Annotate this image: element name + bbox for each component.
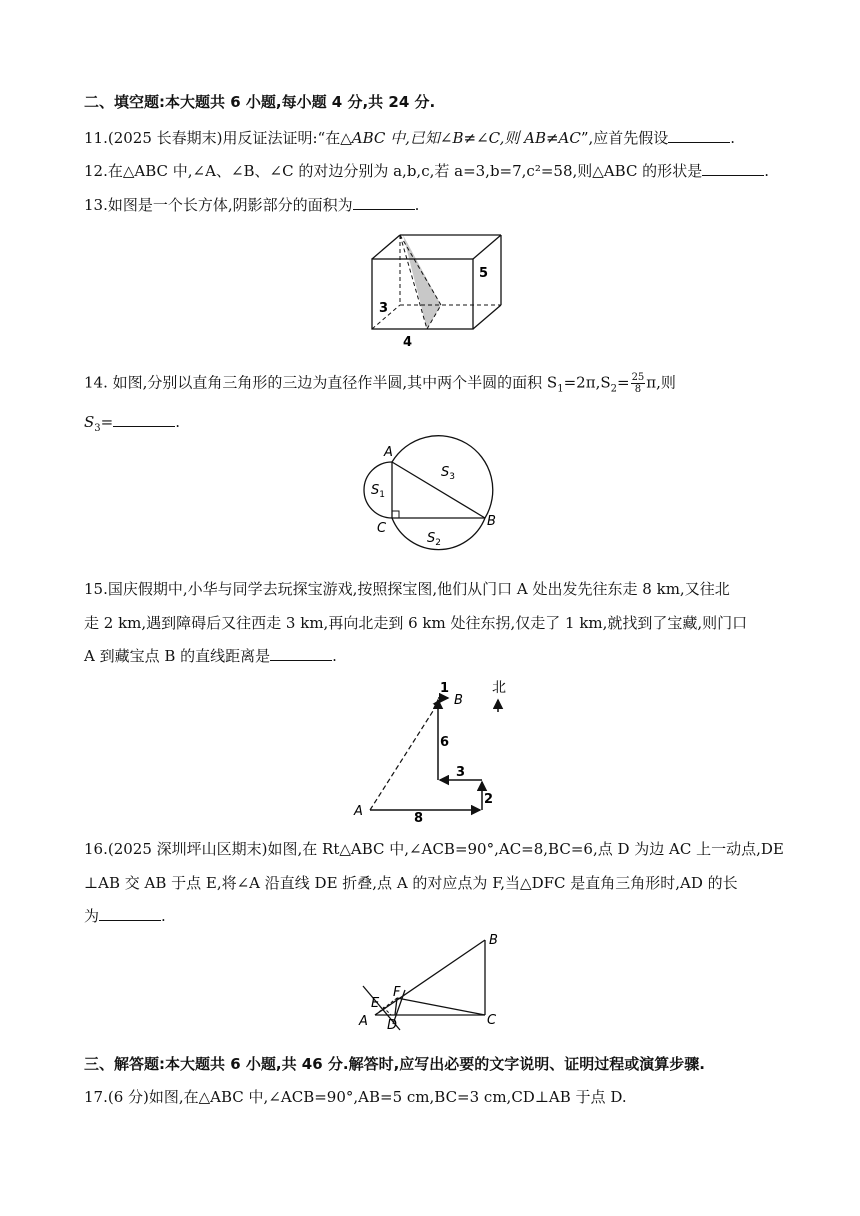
label-f: F (393, 985, 401, 1000)
label-height: 5 (479, 266, 489, 281)
semicircles-figure (355, 430, 515, 570)
label-point-b: B (454, 693, 463, 708)
question-16-line-3: 为 . (84, 907, 166, 925)
question-16-line-1: 16.(2025 深圳坪山区期末)如图,在 Rt△ABC 中,∠ACB=90°,AC=8,BC=6,点 D 为边 AC 上一动点,DE (84, 840, 784, 858)
answer-blank-12[interactable] (702, 161, 764, 176)
fraction-25-8: $\frac{25}{8}$ (631, 372, 645, 395)
cuboid-figure (355, 225, 505, 350)
label-segment-1: 1 (440, 681, 450, 696)
section-3-title: 三、解答题:本大题共 6 小题,共 46 分.解答时,应写出必要的文字说明、证明过程或演算步骤. (84, 1055, 705, 1073)
label-b: B (487, 514, 496, 529)
label-depth: 3 (379, 301, 389, 316)
section-2-title: 二、填空题:本大题共 6 小题,每小题 4 分,共 24 分. (84, 93, 436, 111)
label-e: E (371, 996, 380, 1011)
question-15-line-1: 15.国庆假期中,小华与同学去玩探宝游戏,按照探宝图,他们从门口 A 处出发先往东走 8 km,又往北 (84, 580, 730, 598)
question-16-line-2: ⊥AB 交 AB 于点 E,将∠A 沿直线 DE 折叠,点 A 的对应点为 F,当△DFC 是直角三角形时,AD 的长 (84, 874, 738, 892)
answer-blank-15[interactable] (270, 646, 332, 661)
label-segment-6: 6 (440, 735, 450, 750)
label-a: A (384, 445, 393, 460)
label-s3: $S_3$ (441, 465, 455, 482)
label-segment-2: 2 (484, 792, 494, 807)
label-d: D (387, 1018, 398, 1033)
label-s2: $S_2$ (427, 531, 441, 548)
label-b: B (489, 933, 498, 948)
question-11: 11.(2025 长春期末)用反证法证明:“在△ABC 中,已知∠B≠∠C,则 AB≠AC”,应首先假设 . (84, 129, 736, 147)
treasure-map-figure (350, 672, 525, 822)
question-12: 12.在△ABC 中,∠A、∠B、∠C 的对边分别为 a,b,c,若 a=3,b=7,c²=58,则△ABC 的形状是 . (84, 162, 769, 180)
label-c: C (487, 1013, 497, 1028)
answer-blank-13[interactable] (353, 195, 415, 210)
label-point-a: A (354, 804, 363, 819)
label-segment-8: 8 (414, 811, 424, 822)
question-15-line-2: 走 2 km,遇到障碍后又往西走 3 km,再向北走到 6 km 处往东拐,仅走了 1 km,就找到了宝藏,则门口 (84, 614, 748, 632)
label-a: A (359, 1014, 368, 1029)
label-c: C (377, 521, 387, 536)
fold-figure (355, 928, 515, 1033)
label-s1: $S_1$ (371, 483, 385, 500)
label-width: 4 (403, 335, 413, 350)
label-north: 北 (492, 680, 506, 696)
question-14: 14. 如图,分别以直角三角形的三边为直径作半圆,其中两个半圆的面积 $S_1=2\pi,S_2=$ $\frac{25}{8}$ π,则 (84, 372, 676, 395)
question-17: 17.(6 分)如图,在△ABC 中,∠ACB=90°,AB=5 cm,BC=3 cm,CD⊥AB 于点 D. (84, 1088, 627, 1106)
answer-blank-14[interactable] (113, 412, 175, 427)
answer-blank-11[interactable] (668, 128, 730, 143)
question-15-line-3: A 到藏宝点 B 的直线距离是 . (84, 647, 337, 665)
answer-blank-16[interactable] (99, 906, 161, 921)
question-13: 13.如图是一个长方体,阴影部分的面积为 . (84, 196, 420, 214)
label-segment-3: 3 (456, 765, 466, 780)
question-14-line-2: $S_3=$ . (84, 413, 181, 434)
